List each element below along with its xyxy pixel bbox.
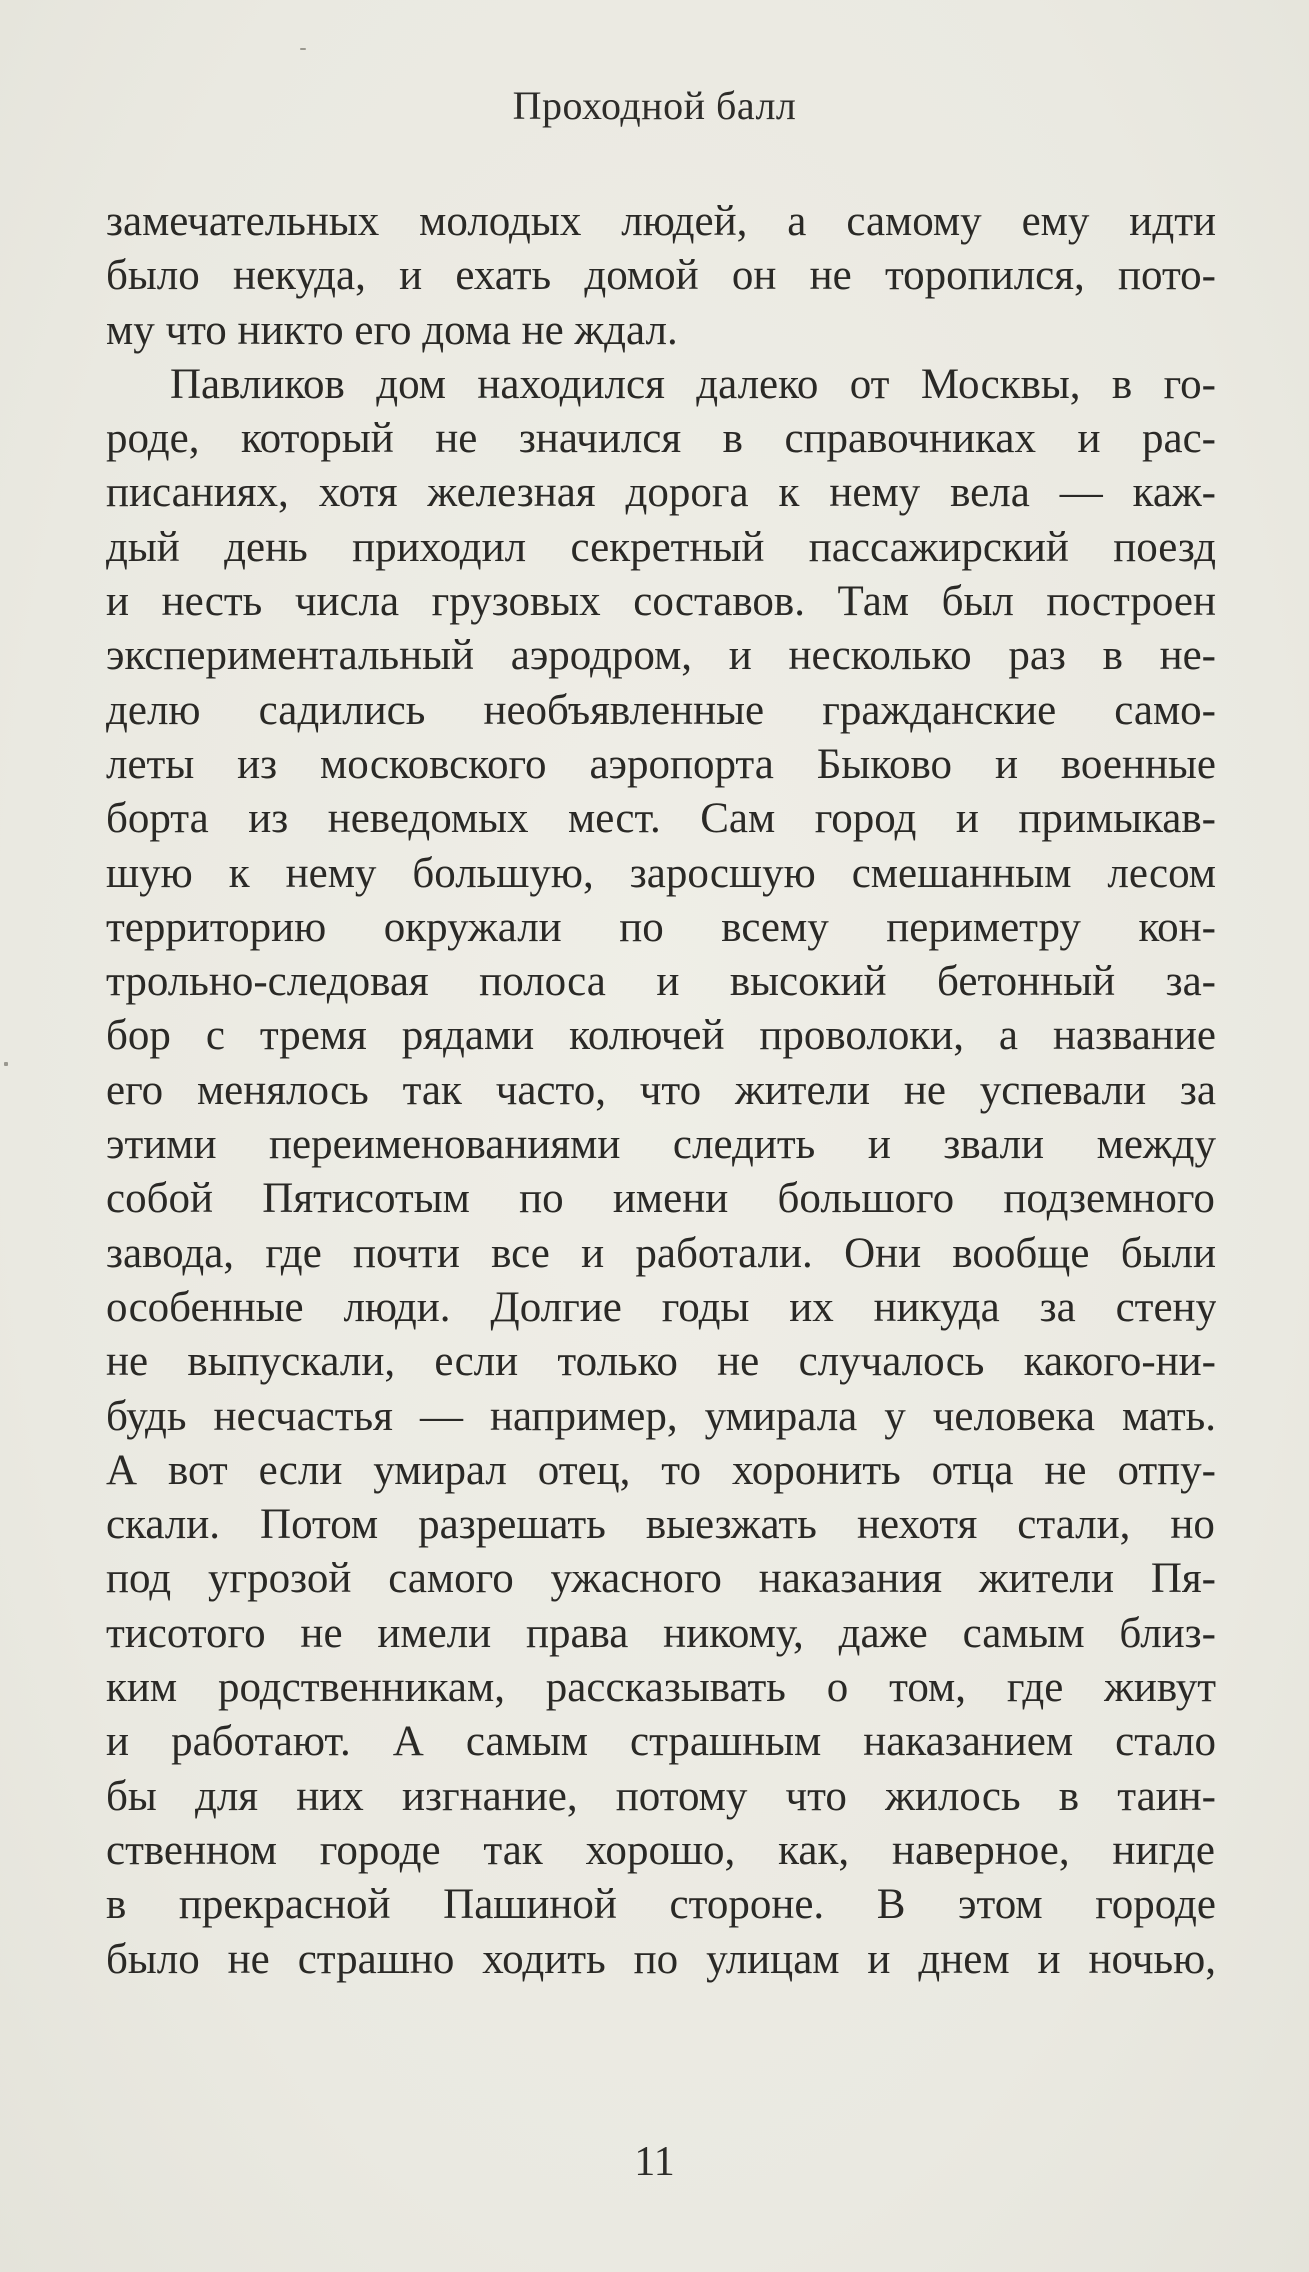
text-line: писаниях, хотя железная дорога к нему вела — каж-	[106, 469, 1216, 517]
text-line: не выпускали, если только не случалось какого-ни-	[106, 1338, 1216, 1386]
text-line: ственном городе так хорошо, как, наверное, нигде	[106, 1826, 1216, 1874]
text-line: экспериментальный аэродром, и несколько раз в не-	[106, 632, 1216, 680]
text-line: ким родственникам, рассказывать о том, где живут	[106, 1664, 1216, 1712]
text-line: его менялось так часто, что жители не успевали за	[106, 1066, 1216, 1114]
text-line: завода, где почти все и работали. Они вообще были	[106, 1229, 1216, 1277]
text-line: и несть числа грузовых составов. Там был построен	[106, 578, 1216, 626]
text-line: бы для них изгнание, потому что жилось в таин-	[106, 1772, 1216, 1820]
text-line: собой Пятисотым по имени большого подземного	[106, 1175, 1216, 1223]
text-line: территорию окружали по всему периметру кон-	[106, 903, 1216, 951]
text-line: этими переименованиями следить и звали между	[106, 1121, 1216, 1169]
text-line: леты из московского аэропорта Быково и военные	[106, 740, 1216, 788]
text-line: делю садились необъявленные гражданские само-	[106, 686, 1216, 734]
print-speck	[300, 48, 306, 50]
text-line: тисотого не имели права никому, даже самым близ-	[106, 1609, 1216, 1657]
text-line: под угрозой самого ужасного наказания жители Пя-	[106, 1555, 1216, 1603]
page-number: 11	[634, 2139, 675, 2185]
running-head: Проходной балл	[512, 83, 797, 128]
text-line: борта из неведомых мест. Сам город и примыкав-	[106, 795, 1216, 843]
text-line: роде, который не значился в справочниках и рас-	[106, 415, 1216, 463]
text-line: му что никто его дома не ждал.	[106, 306, 678, 354]
text-line: шую к нему большую, заросшую смешанным лесом	[106, 849, 1216, 897]
text-line: и работают. А самым страшным наказанием стало	[106, 1718, 1216, 1766]
text-line: было некуда, и ехать домой он не торопился, пото-	[106, 252, 1216, 300]
text-line: особенные люди. Долгие годы их никуда за стену	[106, 1283, 1216, 1331]
text-line: замечательных молодых людей, а самому ему идти	[106, 198, 1216, 245]
text-line: будь несчастья — например, умирала у человека мать.	[106, 1392, 1216, 1440]
text-line: было не страшно ходить по улицам и днем и ночью,	[106, 1935, 1216, 1983]
text-line: бор с тремя рядами колючей проволоки, а название	[106, 1012, 1216, 1060]
text-line: трольно-следовая полоса и высокий бетонный за-	[106, 958, 1216, 1006]
print-speck	[4, 1062, 8, 1066]
text-line: в прекрасной Пашиной стороне. В этом городе	[106, 1881, 1216, 1929]
body-text	[106, 195, 1216, 1987]
text-line: скали. Потом разрешать выезжать нехотя стали, но	[106, 1501, 1216, 1549]
text-line: дый день приходил секретный пассажирский поезд	[106, 523, 1216, 571]
text-line: Павликов дом находился далеко от Москвы, в го-	[170, 360, 1216, 408]
text-line: А вот если умирал отец, то хоронить отца не отпу-	[106, 1446, 1216, 1494]
